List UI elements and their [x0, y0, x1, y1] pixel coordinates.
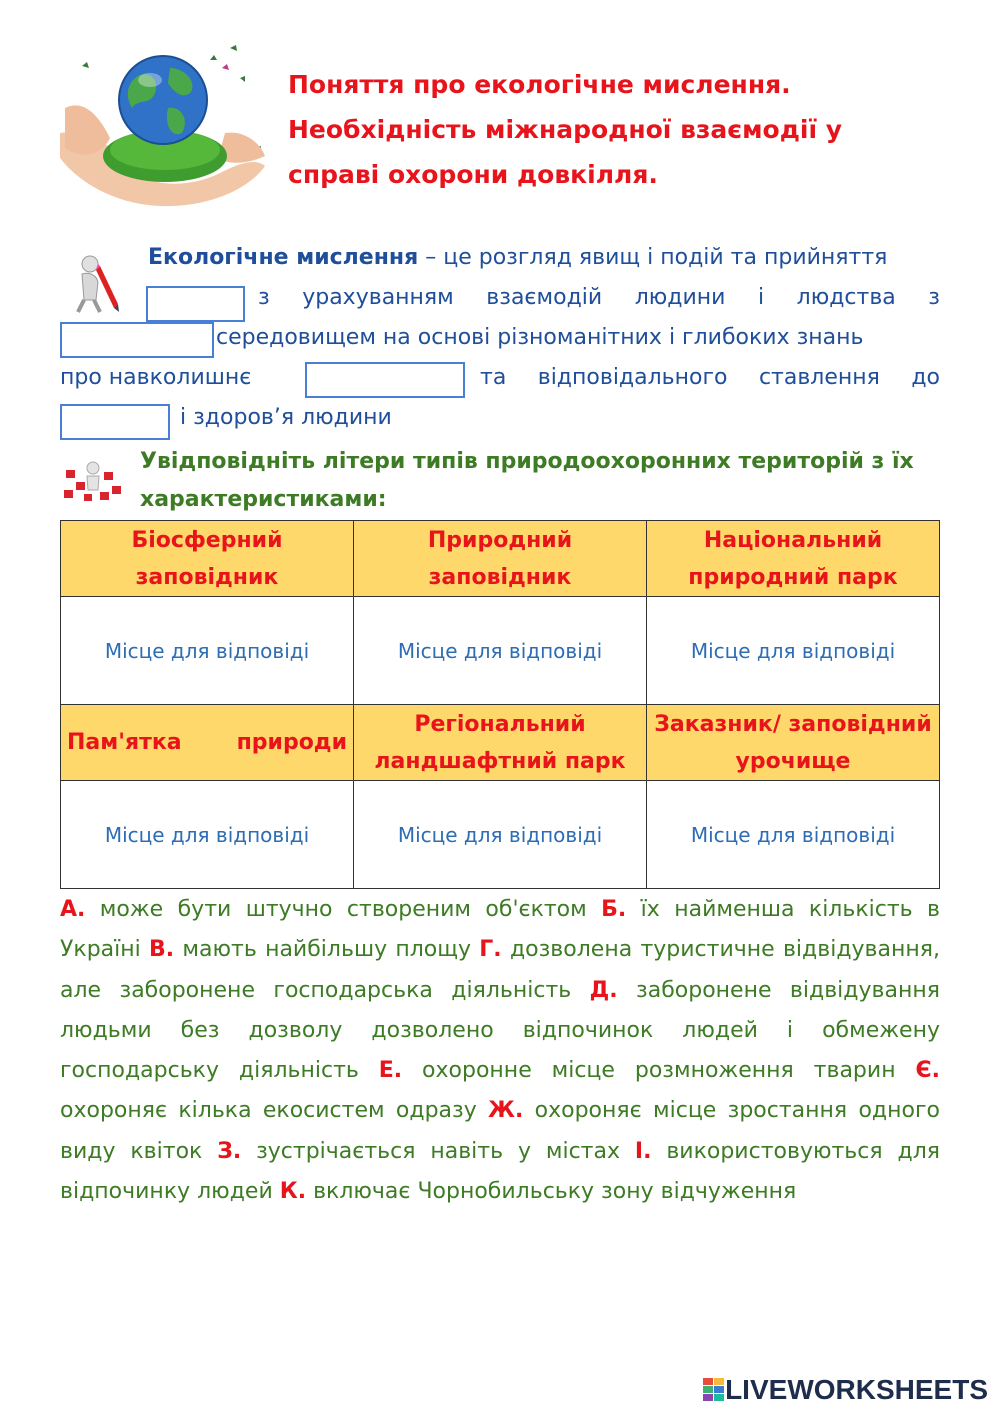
answer-blank-1[interactable]: [146, 286, 245, 322]
option-letter: Е.: [378, 1058, 403, 1084]
liveworksheets-logo-icon: [703, 1378, 725, 1402]
options-paragraph: [60, 890, 940, 1212]
answer-blank-4[interactable]: [60, 404, 170, 440]
table-header-row: [61, 521, 940, 597]
option-text: включає Чорнобильську зону відчуження: [306, 1179, 797, 1205]
option-letter: Ж.: [488, 1098, 524, 1124]
option-letter: Є.: [915, 1058, 941, 1084]
definition-line-5: і здоров’я людини: [180, 405, 392, 430]
option-text: охоронне місце розмноження тварин: [402, 1058, 916, 1084]
liveworksheets-logo: [703, 1374, 988, 1406]
answer-cell[interactable]: Місце для відповіді: [354, 781, 647, 889]
logo-text: LIVEWORKSHEETS: [725, 1374, 988, 1405]
table-header-cell: Національний природний парк: [647, 521, 940, 597]
definition-line-3: середовищем на основі різноманітних і глибоких знань: [216, 325, 864, 350]
option-text: дозволена туристичне відвідування, але заборонене господарська діяльність: [60, 937, 940, 1003]
option-text: їх найменша кількість в Україні: [60, 897, 940, 963]
earth-in-hands-icon: [60, 38, 270, 208]
option-text: заборонене відвідування людьми без дозволу дозволено відпочинок людей і обмежену господарську діяльність: [60, 977, 940, 1084]
answer-blank-3[interactable]: [305, 362, 465, 398]
table-header-cell: Природний заповідник: [354, 521, 647, 597]
option-letter: А.: [60, 897, 86, 922]
page-title: [288, 62, 948, 197]
option-text: використовуються для відпочинку людей: [60, 1138, 940, 1205]
pencil-person-icon: [70, 252, 126, 316]
option-letter: В.: [149, 937, 175, 963]
definition-text: про навколишнє: [60, 365, 252, 390]
definition-line-2: з урахуванням взаємодій людини і людства з: [258, 285, 940, 310]
title-line: Поняття про екологічне мислення.: [288, 70, 791, 99]
option-text: охороняє місце зростання одного виду квіток: [60, 1098, 940, 1164]
puzzle-person-icon: [62, 460, 124, 502]
option-letter: Г.: [479, 937, 502, 963]
answer-cell[interactable]: Місце для відповіді: [354, 597, 647, 705]
definition-line-1: [148, 238, 940, 278]
definition-text: – це розгляд явищ і подій та прийняття: [418, 245, 888, 270]
task-instruction: Увідповідніть літери типів природоохоронних територій з їх характеристиками:: [140, 449, 914, 512]
option-text: мають найбільшу площу: [174, 937, 480, 963]
definition-term: Екологічне мислення: [148, 245, 419, 270]
option-letter: Б.: [601, 897, 627, 922]
table-header-cell: Пам'ятка природи: [61, 705, 354, 781]
option-letter: Д.: [589, 977, 618, 1003]
title-line: справі охорони довкілля.: [288, 160, 658, 189]
title-line: Необхідність міжнародної взаємодії у: [288, 115, 843, 144]
option-text: може бути штучно створеним об'єктом: [85, 897, 602, 922]
table-header-row: [61, 705, 940, 781]
table-answer-row: [61, 597, 940, 705]
option-letter: І.: [634, 1138, 652, 1164]
option-text: зустрічається навіть у містах: [241, 1138, 635, 1164]
table-answer-row: [61, 781, 940, 889]
answer-cell[interactable]: Місце для відповіді: [61, 781, 354, 889]
table-header-cell: Заказник/ заповідний урочище: [647, 705, 940, 781]
answer-cell[interactable]: Місце для відповіді: [647, 781, 940, 889]
option-text: охороняє кілька екосистем одразу: [60, 1098, 489, 1124]
table-header-cell: Регіональний ландшафтний парк: [354, 705, 647, 781]
answer-cell[interactable]: Місце для відповіді: [647, 597, 940, 705]
option-letter: К.: [279, 1179, 307, 1205]
table-header-cell: Біосферний заповідник: [61, 521, 354, 597]
option-letter: З.: [217, 1138, 242, 1164]
definition-line-4-end: та відповідального ставлення до: [480, 365, 940, 390]
answer-blank-2[interactable]: [60, 322, 214, 358]
answer-cell[interactable]: Місце для відповіді: [61, 597, 354, 705]
territory-types-table: [60, 520, 940, 889]
